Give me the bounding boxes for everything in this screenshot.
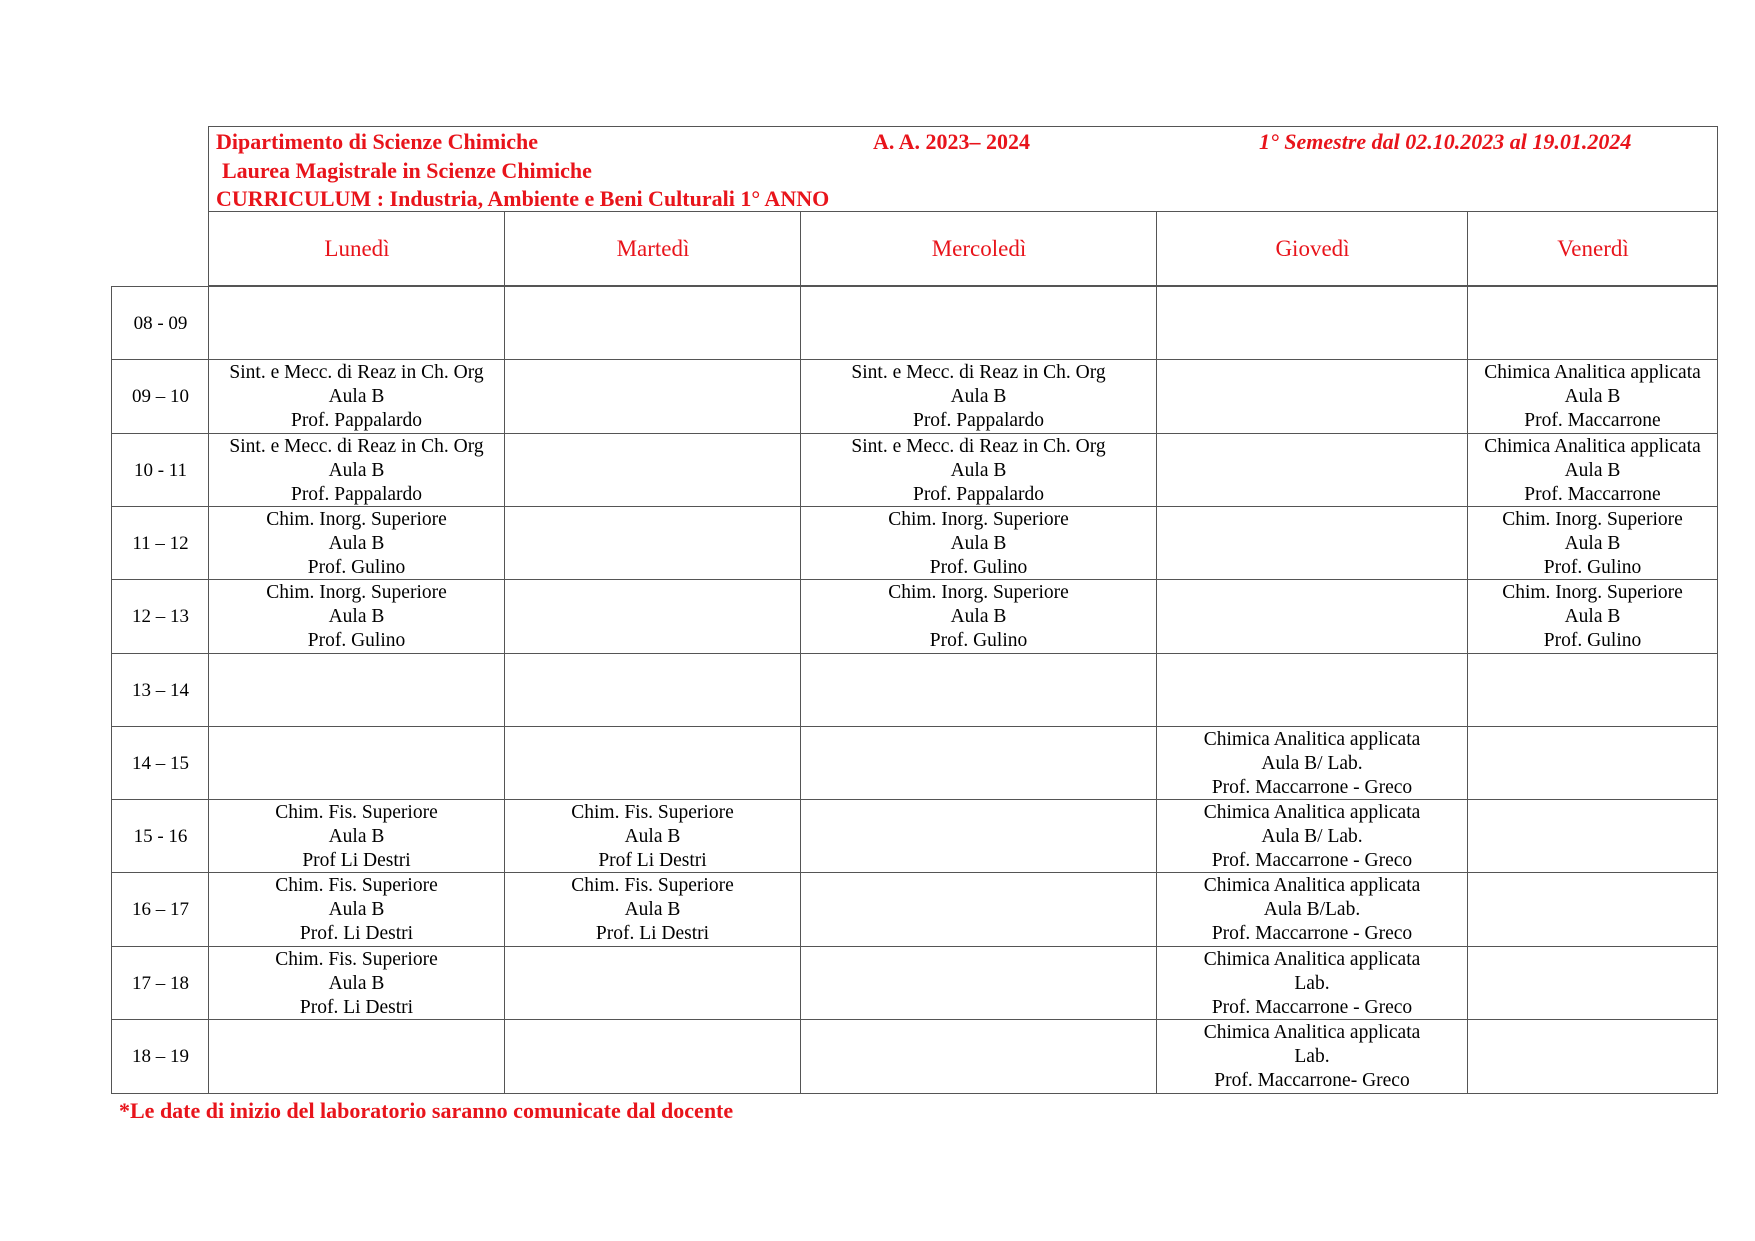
professor: Prof. Pappalardo (912, 483, 1045, 505)
schedule-cell (1157, 1020, 1467, 1093)
schedule-cell (1468, 1020, 1717, 1093)
day-header: Lunedì (324, 235, 390, 261)
footer-note: *Le date di inizio del laboratorio saranno comunicate dal docente (119, 1098, 734, 1123)
schedule-cell (209, 360, 504, 433)
schedule-cell (1157, 287, 1467, 360)
schedule-cell (801, 654, 1156, 727)
schedule-cell (1468, 800, 1717, 873)
professor: Prof. Maccarrone- Greco (1214, 1069, 1410, 1091)
classroom: Aula B (328, 898, 385, 920)
time-slot: 14 – 15 (132, 752, 189, 774)
course-name: Sint. e Mecc. di Reaz in Ch. Org (229, 361, 484, 383)
schedule-cell (209, 580, 504, 653)
time-slot: 16 – 17 (132, 898, 189, 920)
schedule-cell (505, 507, 800, 580)
course-name: Chim. Fis. Superiore (275, 801, 438, 823)
course-name: Chimica Analitica applicata (1484, 435, 1701, 457)
classroom: Lab. (1294, 1045, 1330, 1067)
schedule-cell (209, 947, 504, 1020)
schedule-cell (505, 654, 800, 727)
academic-year: A. A. 2023– 2024 (873, 129, 1031, 154)
course-name: Chimica Analitica applicata (1203, 728, 1421, 750)
schedule-cell (1468, 507, 1717, 580)
professor: Prof. Gulino (929, 556, 1028, 578)
professor: Prof. Maccarrone - Greco (1211, 776, 1413, 798)
classroom: Aula B (1564, 605, 1621, 627)
schedule-cell (1468, 727, 1717, 800)
classroom: Aula B (328, 972, 385, 994)
course-name: Chim. Inorg. Superiore (1502, 581, 1683, 603)
course-name: Chim. Fis. Superiore (275, 948, 438, 970)
schedule-cell (505, 800, 800, 873)
timetable-grid (111, 286, 1718, 1094)
classroom: Aula B/ Lab. (1261, 752, 1363, 774)
time-slot: 08 - 09 (133, 312, 188, 334)
schedule-cell (209, 800, 504, 873)
schedule-cell (1468, 947, 1717, 1020)
course-name: Chim. Fis. Superiore (571, 801, 734, 823)
schedule-cell (801, 360, 1156, 433)
schedule-cell (1468, 434, 1717, 507)
schedule-cell (801, 507, 1156, 580)
schedule-cell (209, 287, 504, 360)
day-header: Mercoledì (931, 235, 1027, 261)
semester-dates: 1° Semestre dal 02.10.2023 al 19.01.2024 (1259, 129, 1632, 154)
curriculum-title: CURRICULUM : Industria, Ambiente e Beni Culturali 1° ANNO (216, 186, 830, 211)
schedule-cell (1468, 654, 1717, 727)
classroom: Aula B (1564, 459, 1621, 481)
professor: Prof. Maccarrone (1524, 483, 1661, 505)
schedule-cell (209, 434, 504, 507)
classroom: Aula B (950, 385, 1007, 407)
schedule-cell (505, 1020, 800, 1093)
schedule-cell (505, 580, 800, 653)
course-name: Chimica Analitica applicata (1203, 948, 1421, 970)
classroom: Aula B (1564, 385, 1621, 407)
schedule-cell (1468, 360, 1717, 433)
professor: Prof. Gulino (929, 629, 1028, 651)
professor: Prof. Pappalardo (912, 409, 1045, 431)
schedule-cell (1157, 360, 1467, 433)
professor: Prof. Li Destri (595, 922, 710, 944)
course-name: Chimica Analitica applicata (1203, 801, 1421, 823)
schedule-cell (209, 507, 504, 580)
time-slot: 09 – 10 (132, 385, 189, 407)
schedule-cell (209, 1020, 504, 1093)
professor: Prof. Maccarrone - Greco (1211, 996, 1413, 1018)
day-header: Giovedì (1275, 235, 1350, 261)
schedule-header (208, 126, 1718, 212)
classroom: Aula B (328, 459, 385, 481)
schedule-cell (1157, 654, 1467, 727)
time-slot: 10 - 11 (133, 459, 188, 481)
schedule-cell (801, 434, 1156, 507)
schedule-cell (801, 580, 1156, 653)
schedule-cell (1157, 800, 1467, 873)
course-name: Chimica Analitica applicata (1203, 874, 1421, 896)
professor: Prof. Maccarrone (1524, 409, 1661, 431)
schedule-cell (209, 654, 504, 727)
professor: Prof. Gulino (307, 556, 406, 578)
day-header: Venerdì (1557, 235, 1629, 261)
department-title: Dipartimento di Scienze Chimiche (216, 129, 539, 154)
professor: Prof. Gulino (1543, 629, 1642, 651)
course-name: Chim. Inorg. Superiore (266, 581, 447, 603)
course-name: Chim. Inorg. Superiore (266, 508, 447, 530)
schedule-cell (209, 873, 504, 946)
classroom: Aula B/ Lab. (1261, 825, 1363, 847)
professor: Prof. Maccarrone - Greco (1211, 849, 1413, 871)
schedule-cell (209, 727, 504, 800)
classroom: Aula B (1564, 532, 1621, 554)
professor: Prof. Gulino (307, 629, 406, 651)
degree-title: Laurea Magistrale in Scienze Chimiche (222, 158, 592, 183)
schedule-cell (801, 800, 1156, 873)
schedule-cell (1468, 580, 1717, 653)
classroom: Lab. (1294, 972, 1330, 994)
time-slot: 13 – 14 (132, 679, 189, 701)
classroom: Aula B (328, 825, 385, 847)
schedule-cell (1468, 287, 1717, 360)
professor: Prof. Li Destri (299, 996, 414, 1018)
professor: Prof Li Destri (302, 849, 411, 871)
schedule-cell (505, 947, 800, 1020)
schedule-cell (505, 434, 800, 507)
schedule-cell (1157, 434, 1467, 507)
day-header: Martedì (616, 235, 690, 261)
schedule-cell (1157, 580, 1467, 653)
course-name: Sint. e Mecc. di Reaz in Ch. Org (851, 361, 1106, 383)
course-name: Chimica Analitica applicata (1484, 361, 1701, 383)
course-name: Chim. Inorg. Superiore (888, 508, 1069, 530)
course-name: Chimica Analitica applicata (1203, 1021, 1421, 1043)
schedule-cell (801, 1020, 1156, 1093)
schedule-cell (505, 287, 800, 360)
schedule-cell (1468, 873, 1717, 946)
schedule-cell (801, 727, 1156, 800)
classroom: Aula B (950, 605, 1007, 627)
day-header-row (208, 212, 1718, 286)
time-slot: 18 – 19 (132, 1045, 189, 1067)
schedule-cell (505, 873, 800, 946)
schedule-cell (801, 287, 1156, 360)
professor: Prof. Pappalardo (290, 483, 423, 505)
schedule-cell (1157, 507, 1467, 580)
schedule-cell (801, 873, 1156, 946)
course-name: Sint. e Mecc. di Reaz in Ch. Org (851, 435, 1106, 457)
classroom: Aula B (950, 459, 1007, 481)
schedule-cell (1157, 873, 1467, 946)
course-name: Chim. Fis. Superiore (275, 874, 438, 896)
column-divider (1156, 212, 1157, 285)
classroom: Aula B (624, 825, 681, 847)
course-name: Chim. Fis. Superiore (571, 874, 734, 896)
professor: Prof. Gulino (1543, 556, 1642, 578)
course-name: Sint. e Mecc. di Reaz in Ch. Org (229, 435, 484, 457)
professor: Prof. Li Destri (299, 922, 414, 944)
course-name: Chim. Inorg. Superiore (1502, 508, 1683, 530)
time-slot: 15 - 16 (133, 825, 188, 847)
time-slot: 17 – 18 (132, 972, 189, 994)
time-slot: 12 – 13 (132, 605, 189, 627)
classroom: Aula B (328, 532, 385, 554)
classroom: Aula B (950, 532, 1007, 554)
column-divider (800, 212, 801, 285)
classroom: Aula B (328, 605, 385, 627)
schedule-cell (1157, 947, 1467, 1020)
professor: Prof. Maccarrone - Greco (1211, 922, 1413, 944)
schedule-cell (505, 727, 800, 800)
professor: Prof. Pappalardo (290, 409, 423, 431)
schedule-cell (1157, 727, 1467, 800)
professor: Prof Li Destri (598, 849, 707, 871)
column-divider (1467, 212, 1468, 285)
schedule-cell (505, 360, 800, 433)
classroom: Aula B/Lab. (1263, 898, 1361, 920)
schedule-cell (801, 947, 1156, 1020)
classroom: Aula B (624, 898, 681, 920)
classroom: Aula B (328, 385, 385, 407)
course-name: Chim. Inorg. Superiore (888, 581, 1069, 603)
column-divider (504, 212, 505, 285)
time-slot: 11 – 12 (132, 532, 189, 554)
